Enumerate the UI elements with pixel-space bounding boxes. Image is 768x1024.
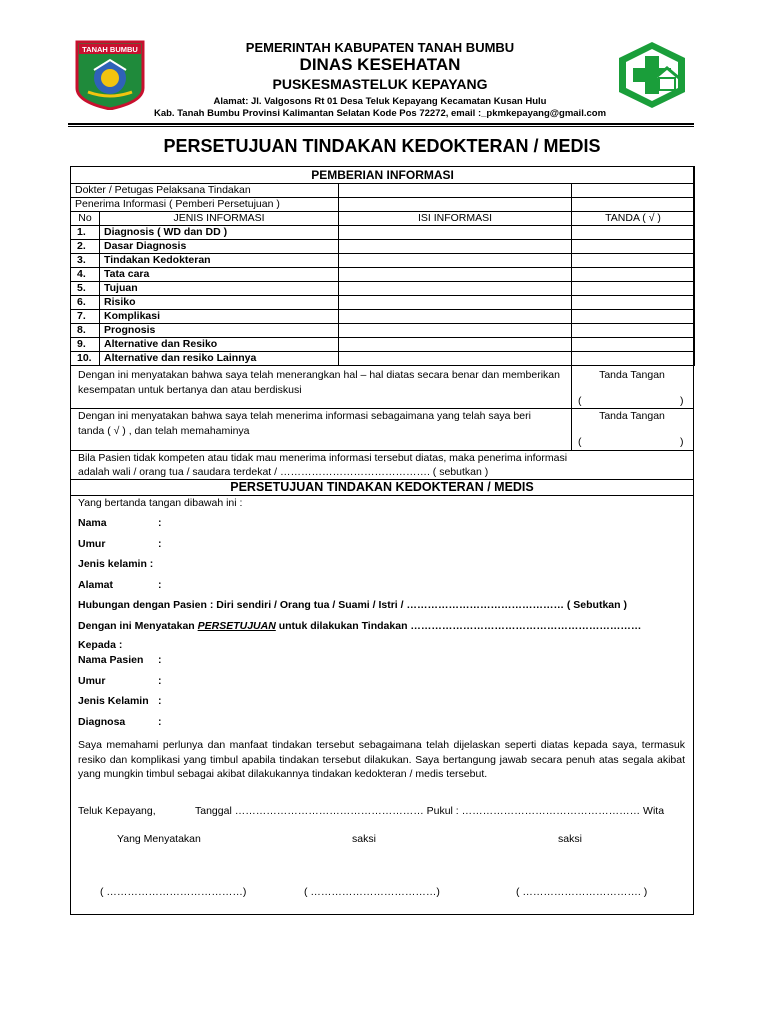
declarant-signature[interactable]: ( …………………………………): [100, 886, 247, 898]
table-row: [71, 240, 695, 254]
row-isi[interactable]: [339, 324, 572, 338]
row-jenis: Alternative dan resiko Lainnya: [100, 352, 339, 366]
consent-intro: Yang bertanda tangan dibawah ini :: [78, 497, 243, 509]
row-isi[interactable]: [339, 310, 572, 324]
table-row: [71, 254, 695, 268]
row-isi[interactable]: [339, 240, 572, 254]
penerima-label: Penerima Informasi ( Pemberi Persetujuan ): [71, 198, 339, 212]
row-tanda[interactable]: [572, 338, 695, 352]
document-title: PERSETUJUAN TINDAKAN KEDOKTERAN / MEDIS: [163, 136, 601, 156]
row-no: 6.: [71, 296, 100, 310]
field-label: Jenis Kelamin: [78, 695, 149, 707]
penerima-sign[interactable]: [572, 198, 695, 212]
table-row: [71, 282, 695, 296]
header-government: PEMERINTAH KABUPATEN TANAH BUMBU: [245, 40, 515, 55]
declarant-label: Yang Menyatakan: [117, 833, 201, 845]
header-puskesmas: PUSKESMASTELUK KEPAYANG: [272, 76, 488, 92]
field-label: Nama Pasien: [78, 654, 144, 666]
row-no: 2.: [71, 240, 100, 254]
divider: [70, 495, 694, 496]
row-no: 10.: [71, 352, 100, 366]
row-jenis: Dasar Diagnosis: [100, 240, 339, 254]
table-row: [71, 338, 695, 352]
date-time-line[interactable]: Tanggal ……………………………………………… Pukul : …………………………………………… Wita: [195, 805, 665, 817]
field-colon: :: [158, 517, 162, 529]
dokter-row: [71, 184, 695, 198]
row-tanda[interactable]: [572, 310, 695, 324]
sign-paren-close-1: ): [680, 395, 684, 407]
field-colon: :: [158, 675, 162, 687]
witness-label-2: saksi: [558, 833, 582, 845]
field-label: Umur: [78, 538, 106, 550]
row-isi[interactable]: [339, 226, 572, 240]
penerima-row: [71, 198, 695, 212]
row-tanda[interactable]: [572, 352, 695, 366]
field-colon: :: [158, 695, 162, 707]
field-colon: :: [158, 579, 162, 591]
row-tanda[interactable]: [572, 254, 695, 268]
row-isi[interactable]: [339, 352, 572, 366]
logo-left-text: TANAH BUMBU: [82, 45, 138, 54]
sign-label-1: Tanda Tangan: [599, 369, 665, 381]
info-table: [70, 166, 695, 366]
col-isi: ISI INFORMASI: [339, 212, 572, 226]
witness-signature-1[interactable]: ( ………………………………): [304, 886, 440, 898]
kepada-label: Kepada :: [78, 639, 123, 651]
consent-paragraph: Saya memahami perlunya dan manfaat tindakan tersebut sebagaimana telah dijelaskan seperti diatas kepada saya, termasuk resiko dan komplikasi yang timbul apabila tindakan tersebut dilakukan. Saya bertangung jawab secara penuh atas segala akibat yang mungkin timbul sebagai akibat dilakukannya tindakan kedokteran / medis tersebut.: [78, 739, 685, 780]
dokter-label: Dokter / Petugas Pelaksana Tindakan: [71, 184, 339, 198]
consent-statement-post: untuk dilakukan Tindakan …………………………………………………………: [275, 620, 642, 632]
statement-explained: Dengan ini menyatakan bahwa saya telah menerangkan hal – hal diatas secara benar dan memberikan kesempatan untuk bertanya dan atau berdiskusi: [78, 369, 560, 396]
row-no: 4.: [71, 268, 100, 282]
field-label: Alamat: [78, 579, 114, 591]
row-isi[interactable]: [339, 296, 572, 310]
field-label: Diagnosa: [78, 716, 126, 728]
field-hubungan[interactable]: Hubungan dengan Pasien : Diri sendiri / Orang tua / Suami / Istri / ……………………………………… ( Sebutkan ): [78, 599, 627, 611]
row-jenis: Tujuan: [100, 282, 339, 296]
consent-heading: PERSETUJUAN TINDAKAN KEDOKTERAN / MEDIS: [230, 480, 534, 494]
row-tanda[interactable]: [572, 226, 695, 240]
row-no: 3.: [71, 254, 100, 268]
penerima-value[interactable]: [339, 198, 572, 212]
consent-keyword: PERSETUJUAN: [197, 620, 276, 632]
dokter-sign[interactable]: [572, 184, 695, 198]
table-row: [71, 352, 695, 366]
field-umur[interactable]: [78, 538, 162, 550]
field-colon: :: [158, 716, 162, 728]
table-row: [71, 226, 695, 240]
row-no: 7.: [71, 310, 100, 324]
field-colon: :: [158, 654, 162, 666]
sign-paren-close-2: ): [680, 436, 684, 448]
row-tanda[interactable]: [572, 324, 695, 338]
field-umur-pasien[interactable]: [78, 675, 162, 687]
row-jenis: Tindakan Kedokteran: [100, 254, 339, 268]
field-jenis-kelamin[interactable]: [78, 558, 153, 570]
place-label: Teluk Kepayang,: [78, 805, 156, 817]
field-label: Nama: [78, 517, 107, 529]
statement-received: Dengan ini menyatakan bahwa saya telah menerima informasi sebagaimana yang telah saya beri tanda ( √ ) , dan telah memahaminya: [78, 410, 531, 437]
row-jenis: Tata cara: [100, 268, 339, 282]
row-isi[interactable]: [339, 268, 572, 282]
col-jenis: JENIS INFORMASI: [100, 212, 339, 226]
puskesmas-logo: [615, 40, 689, 110]
row-jenis: Diagnosis ( WD dan DD ): [100, 226, 339, 240]
consent-statement-pre: Dengan ini Menyatakan: [78, 620, 198, 632]
row-tanda[interactable]: [572, 240, 695, 254]
header-rule: [68, 123, 694, 125]
col-no: No: [71, 212, 100, 226]
col-tanda: TANDA ( √ ): [572, 212, 695, 226]
sign-paren-open-2: (: [578, 436, 582, 448]
header-agency: DINAS KESEHATAN: [299, 55, 461, 74]
table-row: [71, 310, 695, 324]
table-row: [71, 268, 695, 282]
witness-signature-2[interactable]: ( ……………………………. ): [516, 886, 648, 898]
row-isi[interactable]: [339, 254, 572, 268]
witness-label-1: saksi: [352, 833, 376, 845]
row-no: 8.: [71, 324, 100, 338]
row-isi[interactable]: [339, 338, 572, 352]
field-nama[interactable]: [78, 517, 162, 529]
row-tanda[interactable]: [572, 268, 695, 282]
row-isi[interactable]: [339, 282, 572, 296]
table-row: [71, 324, 695, 338]
field-jenis-kelamin-pasien[interactable]: [78, 695, 162, 707]
row-jenis: Prognosis: [100, 324, 339, 338]
field-colon: :: [158, 538, 162, 550]
tanah-bumbu-logo: [74, 40, 146, 110]
header-address: Alamat: Jl. Valgosons Rt 01 Desa Teluk Kepayang Kecamatan Kusan Hulu: [213, 96, 547, 107]
row-no: 5.: [71, 282, 100, 296]
table-row: [71, 296, 695, 310]
statement-guardian-1: Bila Pasien tidak kompeten atau tidak mau menerima informasi tersebut diatas, maka penerima informasi: [78, 452, 568, 464]
column-header-row: [71, 212, 695, 226]
header-address-2: Kab. Tanah Bumbu Provinsi Kalimantan Selatan Kode Pos 72272, email :_pkmkepayang@gmail.com: [153, 108, 607, 119]
row-jenis: Komplikasi: [100, 310, 339, 324]
sign-paren-open-1: (: [578, 395, 582, 407]
row-jenis: Alternative dan Resiko: [100, 338, 339, 352]
row-no: 1.: [71, 226, 100, 240]
row-no: 9.: [71, 338, 100, 352]
field-label: Umur: [78, 675, 106, 687]
row-tanda[interactable]: [572, 296, 695, 310]
header-rule-thin: [68, 126, 694, 127]
info-heading: PEMBERIAN INFORMASI: [71, 167, 695, 184]
field-label: Jenis kelamin :: [78, 558, 154, 570]
consent-statement: [78, 620, 641, 632]
dokter-value[interactable]: [339, 184, 572, 198]
field-nama-pasien[interactable]: [78, 654, 162, 666]
info-heading-row: [71, 167, 695, 184]
statement-guardian-2: adalah wali / orang tua / saudara terdekat / ……………………………………. ( sebutkan ): [78, 466, 489, 478]
row-jenis: Risiko: [100, 296, 339, 310]
field-alamat[interactable]: [78, 579, 162, 591]
field-diagnosa[interactable]: [78, 716, 162, 728]
sign-label-2: Tanda Tangan: [599, 410, 665, 422]
row-tanda[interactable]: [572, 282, 695, 296]
